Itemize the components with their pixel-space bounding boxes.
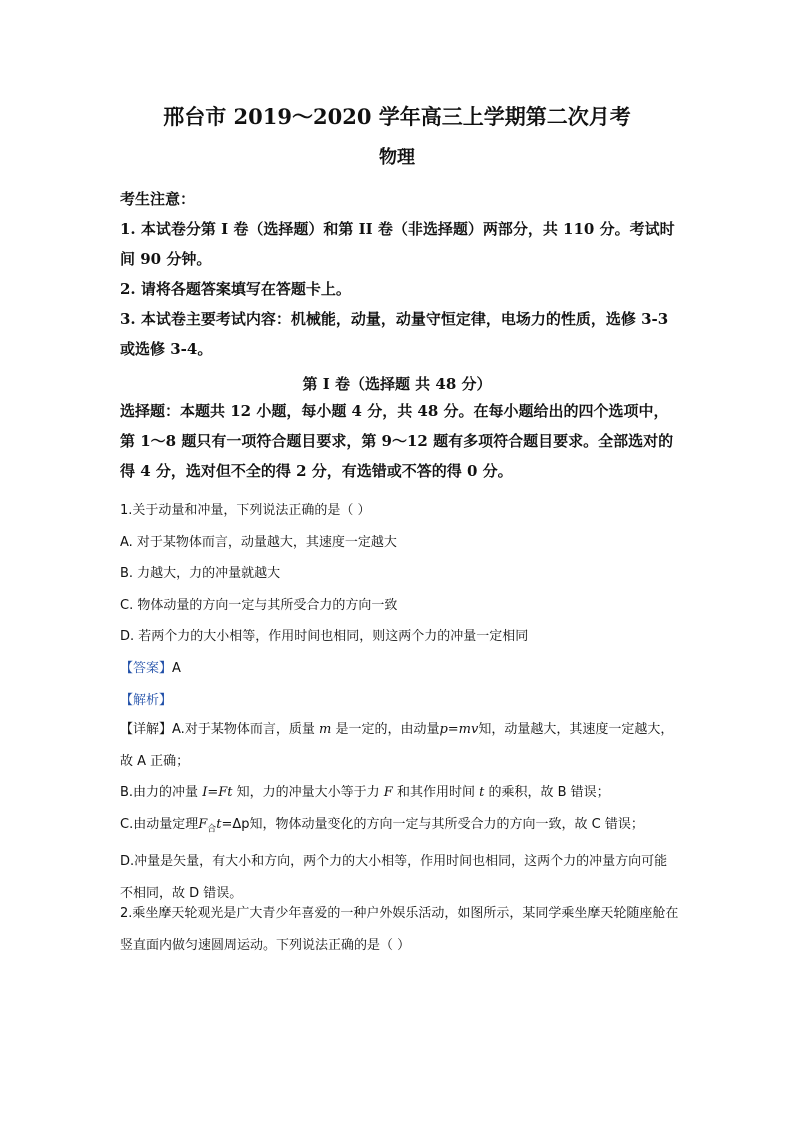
question-stem: 2.乘坐摩天轮观光是广大青少年喜爱的一种户外娱乐活动，如图所示，某同学乘坐摩天轮随座舱在竖直面内做匀速圆周运动。下列说法正确的是（ ）	[120, 906, 679, 953]
explain-text: A.对于某物体而言，质量	[172, 722, 315, 737]
question-1	[120, 495, 680, 716]
detail-tag: 【详解】	[120, 722, 173, 737]
option-b: B. 力越大，力的冲量就越大	[120, 566, 281, 582]
notice-item: 3. 本试卷主要考试内容：机械能，动量，动量守恒定律，电场力的性质，选修 3-3 或选修 3-4。	[120, 310, 669, 358]
subscript-net: 合	[207, 824, 217, 835]
analysis-tag: 【解析】	[120, 692, 173, 708]
section-heading: 第 I 卷（选择题 共 48 分）	[302, 375, 492, 393]
question-1-explanation	[120, 714, 680, 909]
explain-text: 的乘积，故 B 错误；	[488, 785, 610, 801]
variable-m: m	[318, 722, 332, 737]
explain-a	[120, 714, 680, 777]
explain-text: 知，力的冲量大小等于力	[236, 785, 380, 801]
delta-p: Δp	[232, 816, 250, 832]
explain-text: 是一定的，由动量	[335, 722, 440, 737]
question-stem: 1.关于动量和冲量，下列说法正确的是（ ）	[120, 503, 371, 518]
notice-heading: 考生注意：	[120, 190, 196, 208]
option-d: D. 若两个力的大小相等，作用时间也相同，则这两个力的冲量一定相同	[120, 629, 529, 645]
answer-value: A	[172, 660, 181, 676]
answer-line	[120, 653, 680, 685]
explain-text: t=	[216, 816, 233, 832]
exam-title: 邢台市 2019～2020 学年高三上学期第二次月考	[163, 104, 631, 129]
question-2	[120, 898, 680, 961]
option-c: C. 物体动量的方向一定与其所受合力的方向一致	[120, 597, 398, 613]
explain-b	[120, 777, 680, 809]
subject-title: 物理	[379, 147, 415, 168]
explain-text: C.由动量定理	[120, 816, 199, 832]
explain-text: 知，物体动量变化的方向一定与其所受合力的方向一致，故 C 错误；	[249, 816, 644, 832]
notice-item: 1. 本试卷分第 I 卷（选择题）和第 II 卷（非选择题）两部分，共 110 分。考试时间 90 分钟。	[120, 220, 675, 268]
section-description-text: 选择题：本题共 12 小题，每小题 4 分，共 48 分。在每小题给出的四个选项中，第 1～8 题只有一项符合题目要求，第 9～12 题有多项符合题目要求。全部选对的得 4 分，选对但不全的得 2 分，有选错或不答的得 0 分。	[120, 402, 674, 480]
variable-f: F	[383, 785, 393, 801]
candidate-notice	[120, 184, 680, 364]
variable-f-net: F	[198, 816, 208, 832]
section-description	[120, 396, 680, 486]
explain-text: 和其作用时间	[396, 785, 475, 801]
formula-momentum: p=mv	[439, 722, 479, 737]
explain-d: D.冲量是矢量，有大小和方向，两个力的大小相等，作用时间也相同，这两个力的冲量方向可能不相同，故 D 错误。	[120, 853, 668, 901]
explain-text: 知，动量越大，其速度一定越大，故 A 正确；	[120, 722, 674, 769]
formula-impulse: I=Ft	[202, 785, 233, 801]
answer-tag: 【答案】	[120, 660, 173, 676]
explain-c	[120, 809, 680, 846]
variable-t: t	[479, 785, 485, 801]
option-a: A. 对于某物体而言，动量越大，其速度一定越大	[120, 534, 397, 550]
explain-text: B.由力的冲量	[120, 785, 199, 801]
notice-item: 2. 请将各题答案填写在答题卡上。	[120, 280, 351, 298]
analysis-line	[120, 685, 680, 717]
